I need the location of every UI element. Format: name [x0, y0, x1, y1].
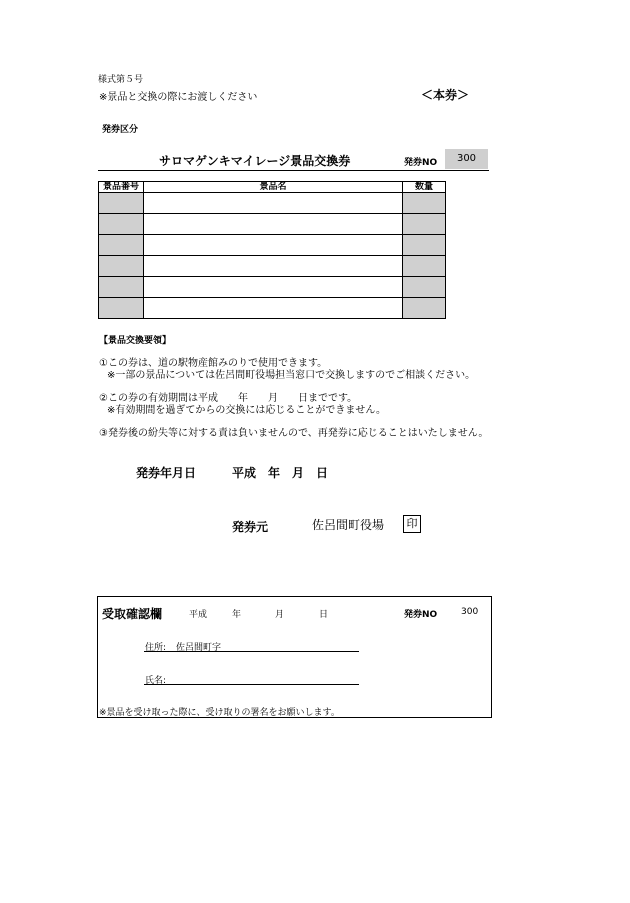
prize-number-cell[interactable] — [99, 235, 144, 256]
quantity-cell[interactable] — [403, 277, 446, 298]
table-row — [99, 193, 446, 214]
rule-2-note: ※有効期間を過ぎてからの交換には応じることができません。 — [107, 405, 386, 416]
receipt-month: 月 — [275, 610, 285, 620]
rule-3: ③発券後の紛失等に対する責は負いませんので、再発券に応じることはいたしません。 — [99, 428, 489, 439]
quantity-cell[interactable] — [403, 256, 446, 277]
address-line[interactable] — [144, 651, 359, 652]
quantity-cell[interactable] — [403, 298, 446, 319]
rule-1-note: ※一部の景品については佐呂間町役場担当窓口で交換しますのでご相談ください。 — [107, 370, 476, 381]
prize-name-cell[interactable] — [144, 214, 403, 235]
rule-1: ①この券は、道の駅物産館みのりで使用できます。 — [99, 358, 328, 369]
receipt-footer-note: ※景品を受け取った際に、受け取りの署名をお願いします。 — [99, 708, 340, 718]
prize-name-cell[interactable] — [144, 256, 403, 277]
prize-number-cell[interactable] — [99, 298, 144, 319]
receipt-era: 平成 — [189, 610, 208, 620]
receipt-year: 年 — [232, 610, 242, 620]
form-number: 様式第５号 — [98, 75, 144, 85]
header-quantity: 数量 — [403, 182, 446, 193]
quantity-cell[interactable] — [403, 214, 446, 235]
header-prize-number: 景品番号 — [99, 182, 144, 193]
receipt-no-value: 300 — [461, 607, 479, 617]
prize-number-cell[interactable] — [99, 277, 144, 298]
quantity-cell[interactable] — [403, 193, 446, 214]
issuer-name: 佐呂間町役場 — [312, 518, 385, 532]
issue-date-label: 発券年月日 — [136, 466, 197, 480]
address-label: 住所: — [145, 643, 167, 653]
copy-type: ＜本券＞ — [421, 88, 470, 102]
receipt-day: 日 — [319, 610, 329, 620]
handover-notice: ※景品と交換の際にお渡しください — [99, 92, 258, 103]
issue-category-label: 発券区分 — [102, 125, 139, 135]
prize-name-cell[interactable] — [144, 277, 403, 298]
prize-name-cell[interactable] — [144, 235, 403, 256]
issue-no-box: 300 — [445, 149, 488, 169]
issue-no-label: 発券NO — [404, 158, 438, 168]
name-line[interactable] — [144, 684, 359, 685]
table-row — [99, 277, 446, 298]
address-value: 佐呂間町字 — [176, 643, 222, 653]
table-row — [99, 256, 446, 277]
prize-name-cell[interactable] — [144, 298, 403, 319]
voucher-title: サロマゲンキマイレージ景品交換券 — [159, 154, 351, 168]
table-header-row — [99, 182, 446, 193]
prize-number-cell[interactable] — [99, 214, 144, 235]
rules-heading: 【景品交換要領】 — [99, 336, 172, 346]
issuer-label: 発券元 — [232, 520, 269, 534]
receipt-no-label: 発券NO — [404, 610, 438, 620]
prize-number-cell[interactable] — [99, 193, 144, 214]
prize-table — [98, 181, 446, 319]
issue-date-value: 平成 年 月 日 — [232, 466, 329, 480]
name-label: 氏名: — [145, 676, 167, 686]
prize-number-cell[interactable] — [99, 256, 144, 277]
table-row — [99, 214, 446, 235]
header-prize-name: 景品名 — [144, 182, 403, 193]
seal-stamp: 印 — [403, 515, 421, 533]
receipt-title: 受取確認欄 — [102, 607, 163, 621]
prize-name-cell[interactable] — [144, 193, 403, 214]
table-row — [99, 298, 446, 319]
table-row — [99, 235, 446, 256]
quantity-cell[interactable] — [403, 235, 446, 256]
title-underline — [98, 170, 489, 171]
rule-2: ②この券の有効期間は平成 年 月 日までです。 — [99, 393, 358, 404]
